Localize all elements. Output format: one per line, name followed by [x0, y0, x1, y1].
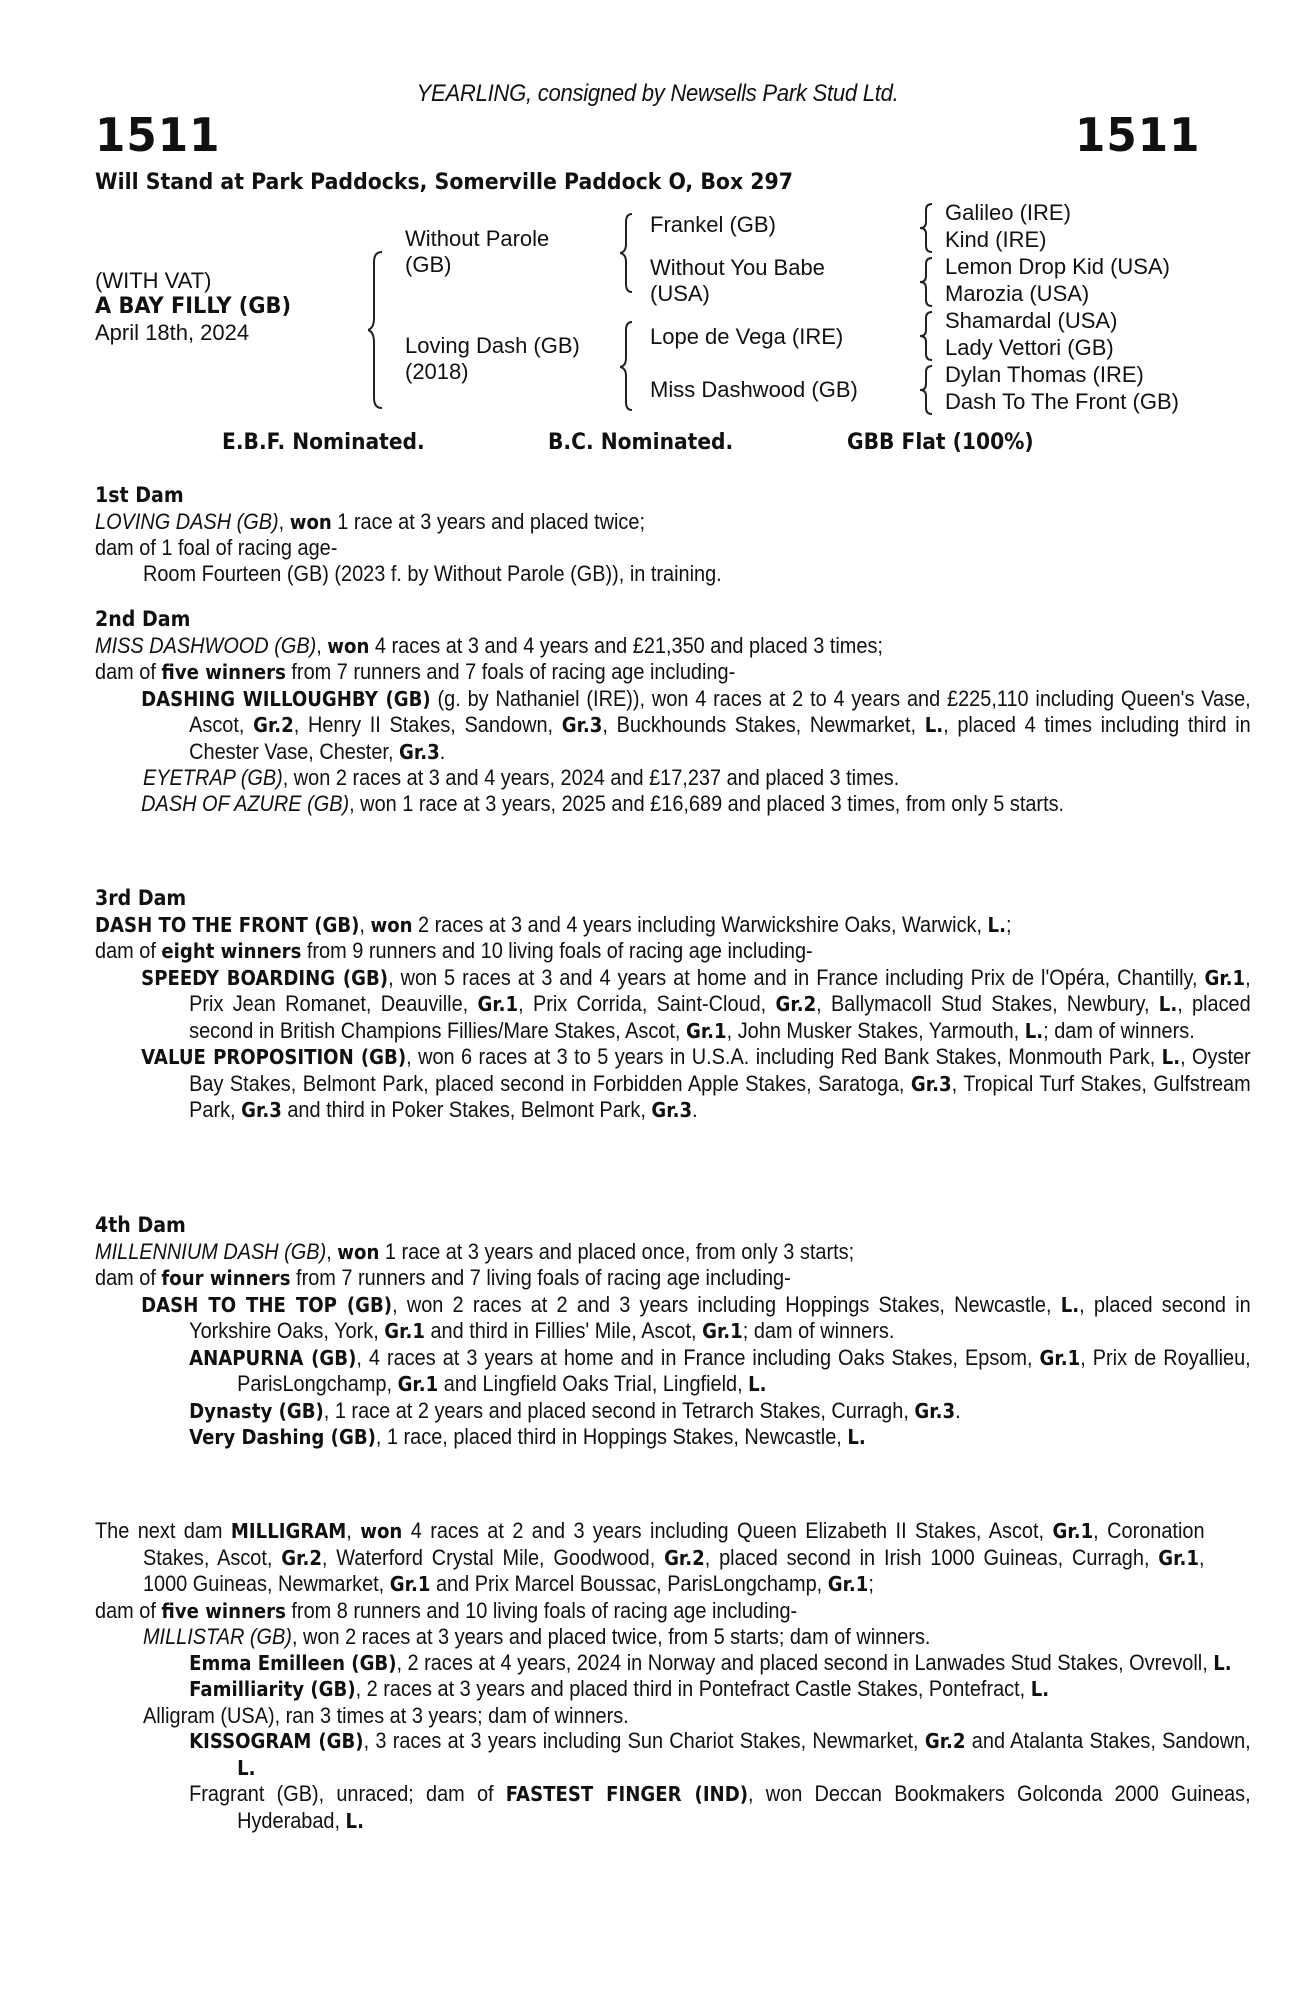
- vat-label: (WITH VAT): [95, 268, 212, 293]
- grade-label: L.: [847, 1425, 866, 1449]
- ggp-shamardal: Shamardal (USA): [945, 308, 1118, 333]
- pedigree-brace-ggp-4: [920, 364, 938, 416]
- grade-label: L.: [237, 1755, 256, 1780]
- grade-label: Gr.2: [664, 1545, 705, 1570]
- ggp-dylan-thomas: Dylan Thomas (IRE): [945, 362, 1144, 387]
- first-dam-name: LOVING DASH (GB): [95, 508, 279, 534]
- pedigree-brace-dam: [620, 320, 638, 412]
- progeny-eyetrap: [95, 765, 1095, 791]
- progeny-text: , Oyster Bay Stakes, Belmont Park, placed second in Forbidden Apple Stakes, Saratoga,: [189, 1044, 1251, 1096]
- grade-label: Gr.3: [561, 713, 603, 737]
- next-dam-name: MILLIGRAM: [230, 1519, 347, 1543]
- progeny-text: , placed second in Yorkshire Oaks, York,: [189, 1291, 1251, 1343]
- next-dam-section: [95, 1518, 1251, 1834]
- won-label: won: [360, 1519, 403, 1543]
- grade-label: L.: [1024, 1018, 1044, 1043]
- grade-label: Gr.1: [685, 1018, 727, 1043]
- grade-label: Gr.1: [1158, 1545, 1199, 1570]
- location-line: Will Stand at Park Paddocks, Somerville Paddock O, Box 297: [95, 170, 794, 195]
- pedigree-brace-main: [368, 250, 390, 410]
- fourth-dam-heading: 4th Dam: [95, 1213, 186, 1237]
- first-dam-foal: Room Fourteen (GB) (2023 f. by Without Parole (GB)), in training.: [142, 560, 722, 586]
- punctuation: ,: [346, 1518, 361, 1543]
- progeny-emma-emilleen: [95, 1650, 1251, 1677]
- winners-count: five winners: [161, 1598, 286, 1623]
- first-dam-record: 1 race at 3 years and placed twice;: [331, 508, 645, 534]
- produce-text: dam of: [95, 1265, 162, 1290]
- progeny-text: , Buckhounds Stakes, Newmarket,: [602, 712, 925, 737]
- progeny-name: SPEEDY BOARDING (GB): [141, 965, 389, 990]
- record-text: 4 races at 2 and 3 years including Queen Elizabeth II Stakes, Ascot,: [402, 1518, 1053, 1543]
- winners-count: four winners: [161, 1266, 291, 1290]
- progeny-text: .: [692, 1097, 698, 1122]
- progeny-name: VALUE PROPOSITION (GB): [141, 1045, 407, 1069]
- dam-dam: Miss Dashwood (GB): [650, 377, 858, 402]
- grade-label: L.: [1213, 1650, 1232, 1675]
- progeny-text: , Prix de Royallieu, ParisLongchamp,: [237, 1344, 1251, 1396]
- record-text: , 1000 Guineas, Newmarket,: [142, 1544, 1205, 1596]
- horse-name: A BAY FILLY (GB): [95, 294, 292, 319]
- sire-dam-line1: Without You Babe: [650, 255, 825, 280]
- progeny-text: , Henry II Stakes, Sandown,: [293, 712, 562, 737]
- progeny-text: , placed 4 times including third in Chester Vase, Chester,: [189, 712, 1251, 764]
- progeny-name: ANAPURNA (GB): [189, 1345, 357, 1370]
- intro-text: The next dam: [95, 1518, 231, 1543]
- progeny-text: , 1 race at 2 years and placed second in Tetrarch Stakes, Curragh,: [323, 1397, 915, 1423]
- third-dam-heading: 3rd Dam: [95, 886, 187, 910]
- lot-number-right: 1511: [1075, 108, 1201, 162]
- dam-sire: Lope de Vega (IRE): [650, 324, 844, 349]
- grade-label: Gr.2: [253, 713, 294, 737]
- grade-label: Gr.3: [910, 1071, 952, 1096]
- ggp-kind: Kind (IRE): [945, 227, 1047, 252]
- produce-text: from 8 runners and 10 living foals of racing age including-: [285, 1597, 798, 1623]
- pedigree-brace-ggp-3: [920, 310, 938, 362]
- grade-label: Gr.1: [389, 1572, 431, 1596]
- dam-name: [405, 333, 580, 385]
- ggp-lemon-drop-kid: Lemon Drop Kid (USA): [945, 254, 1170, 279]
- sire-line2: (GB): [405, 252, 452, 277]
- produce-text: dam of: [95, 659, 162, 684]
- progeny-dash-to-the-top: [95, 1292, 1251, 1345]
- grade-label: L.: [748, 1372, 767, 1396]
- progeny-very-dashing: [95, 1424, 1095, 1451]
- progeny-text: , Prix Jean Romanet, Deauville,: [189, 964, 1251, 1016]
- progeny-dynasty: [95, 1398, 1095, 1425]
- dam-line1: Loving Dash (GB): [405, 333, 580, 358]
- progeny-value-proposition: [95, 1044, 1251, 1124]
- record-text: , Coronation Stakes, Ascot,: [142, 1518, 1205, 1570]
- consignor-line: YEARLING, consigned by Newsells Park Stud Ltd.: [416, 80, 899, 107]
- progeny-name: EYETRAP (GB): [142, 765, 283, 790]
- progeny-text: , 2 races at 4 years, 2024 in Norway and placed second in Lanwades Stud Stakes, Ovrevoll,: [396, 1649, 1214, 1675]
- grade-label: L.: [1060, 1292, 1080, 1317]
- grade-label: L.: [924, 713, 944, 737]
- grade-label: Gr.1: [827, 1572, 869, 1596]
- progeny-text: .: [955, 1397, 961, 1423]
- fourth-dam-section: 4th Dam MILLENNIUM DASH (GB), won 1 race at 3 years and placed once, from only 3 starts; dam of four winners from 7 runners and 7 living foals of racing age including- DASH TO THE TOP (GB), won 2 races at 2 and 3 years including Hoppings Stakes, Newcastle, L., placed second in Yorkshire Oaks, York, Gr.1 and third in Fillies' Mile, Ascot, Gr.1; dam of winners. ANAPURNA (GB), 4 races at 3 years at home and in France including Oaks Stakes, Epsom, Gr.1, Prix de Royallieu, ParisLongchamp, Gr.1 and Lingfield Oaks Trial, Lingfield, L. Dynasty (GB), 1 race at 2 years and placed second in Tetrarch Stakes, Curragh, Gr.3. Very Dashing (GB), 1 race, placed third in Hoppings Stakes, Newcastle, L.: [95, 1213, 1251, 1449]
- ggp-dash-to-the-front: Dash To The Front (GB): [945, 389, 1179, 414]
- progeny-familliarity: [95, 1676, 1251, 1703]
- progeny-name: Emma Emilleen (GB): [189, 1650, 397, 1675]
- winners-count: five winners: [161, 660, 286, 684]
- first-dam-produce: dam of 1 foal of racing age-: [95, 535, 338, 560]
- punctuation: ;: [868, 1571, 874, 1596]
- ggp-marozia: Marozia (USA): [945, 281, 1090, 306]
- grade-label: L.: [1161, 1045, 1181, 1069]
- grade-label: Gr.3: [241, 1098, 282, 1122]
- progeny-text: , 2 races at 3 years and placed third in Pontefract Castle Stakes, Pontefract,: [355, 1676, 1031, 1701]
- grade-label: Gr.1: [477, 992, 519, 1016]
- progeny-text: , Prix Corrida, Saint-Cloud,: [518, 991, 776, 1016]
- grade-label: L.: [345, 1808, 364, 1833]
- fourth-dam-record: 1 race at 3 years and placed once, from only 3 starts;: [379, 1238, 855, 1264]
- won-label: won: [327, 633, 370, 658]
- ebf-nomination: E.B.F. Nominated.: [222, 430, 425, 455]
- grade-label: Gr.3: [914, 1398, 956, 1423]
- progeny-name: DASHING WILLOUGHBY (GB): [141, 686, 431, 711]
- progeny-name: MILLISTAR (GB): [142, 1624, 292, 1649]
- dam-line2: (2018): [405, 359, 469, 384]
- progeny-alligram: Alligram (USA), ran 3 times at 3 years; dam of winners.: [142, 1702, 629, 1728]
- grade-label: Gr.1: [397, 1372, 439, 1396]
- lot-number-left: 1511: [95, 108, 221, 162]
- progeny-text: ; dam of winners.: [1043, 1017, 1195, 1043]
- grade-label: Gr.2: [924, 1729, 966, 1753]
- progeny-dashing-willoughby: [95, 686, 1251, 766]
- winners-count: eight winners: [161, 939, 302, 963]
- second-dam-section: 2nd Dam MISS DASHWOOD (GB), won 4 races at 3 and 4 years and £21,350 and placed 3 times; dam of five winners from 7 runners and 7 foals of racing age including- DASHING WILLOUGHBY (GB) (g. by Nathaniel (IRE)), won 4 races at 2 to 4 years and £225,110 including Queen's Vase, Ascot, Gr.2, Henry II Stakes, Sandown, Gr.3, Buckhounds Stakes, Newmarket, L., placed 4 times including third in Chester Vase, Chester, Gr.3. EYETRAP (GB), won 2 races at 3 and 4 years, 2024 and £17,237 and placed 3 times. DASH OF AZURE (GB), won 1 race at 3 years, 2025 and £16,689 and placed 3 times, from only 5 starts.: [95, 607, 1251, 816]
- third-dam-name: DASH TO THE FRONT (GB): [95, 912, 360, 937]
- progeny-name: DASH TO THE TOP (GB): [141, 1292, 393, 1317]
- third-dam-section: 3rd Dam DASH TO THE FRONT (GB), won 2 races at 3 and 4 years including Warwickshire Oaks, Warwick, L.; dam of eight winners from 9 runners and 10 living foals of racing age including- SPEEDY BOARDING (GB), won 5 races at 3 and 4 years at home and in France including Prix de l'Opéra, Chantilly, Gr.1, Prix Jean Romanet, Deauville, Gr.1, Prix Corrida, Saint-Cloud, Gr.2, Ballymacoll Stud Stakes, Newbury, L., placed second in British Champions Fillies/Mare Stakes, Ascot, Gr.1, John Musker Stakes, Yarmouth, L.; dam of winners. VALUE PROPOSITION (GB), won 6 races at 3 to 5 years in U.S.A. including Red Bank Stakes, Monmouth Park, L., Oyster Bay Stakes, Belmont Park, placed second in Forbidden Apple Stakes, Saratoga, Gr.3, Tropical Turf Stakes, Gulfstream Park, Gr.3 and third in Poker Stakes, Belmont Park, Gr.3.: [95, 886, 1251, 1122]
- grade-label: Gr.1: [702, 1319, 743, 1343]
- first-dam-section: 1st Dam LOVING DASH (GB), won 1 race at 3 years and placed twice; dam of 1 foal of racing age- Room Fourteen (GB) (2023 f. by Without Parole (GB)), in training.: [95, 483, 1095, 586]
- pedigree-brace-sire: [620, 212, 638, 294]
- grade-label: Gr.2: [775, 992, 817, 1016]
- progeny-text: and third in Poker Stakes, Belmont Park,: [281, 1097, 652, 1122]
- gbb-flat: GBB Flat (100%): [847, 430, 1034, 455]
- produce-text: dam of: [95, 938, 162, 963]
- grade-label: Gr.1: [1052, 1519, 1094, 1543]
- progeny-text: , placed second in British Champions Fillies/Mare Stakes, Ascot,: [189, 991, 1251, 1043]
- pedigree-brace-ggp-2: [920, 256, 938, 308]
- second-dam-name: MISS DASHWOOD (GB): [95, 632, 317, 658]
- progeny-fragrant: [95, 1781, 1251, 1834]
- progeny-millistar: [95, 1624, 1095, 1650]
- foaling-date: April 18th, 2024: [95, 320, 250, 345]
- produce-text: from 7 runners and 7 living foals of racing age including-: [290, 1265, 791, 1290]
- record-text: and Prix Marcel Boussac, ParisLongchamp,: [430, 1571, 828, 1596]
- ggp-galileo: Galileo (IRE): [945, 200, 1071, 225]
- progeny-name: Familliarity (GB): [189, 1677, 356, 1701]
- second-dam-heading: 2nd Dam: [95, 607, 191, 631]
- grade-label: L.: [1158, 992, 1178, 1016]
- produce-text: from 7 runners and 7 foals of racing age including-: [285, 659, 736, 684]
- progeny-text: (g. by Nathaniel (IRE)), won 4 races at 2 to 4 years and £225,110 including Queen's Vase, Ascot,: [189, 685, 1251, 737]
- grade-label: Gr.1: [384, 1319, 425, 1343]
- progeny-text: , Tropical Turf Stakes, Gulfstream Park,: [189, 1070, 1251, 1122]
- progeny-text: Fragrant (GB), unraced; dam of: [189, 1781, 506, 1806]
- grade-label: Gr.1: [1204, 965, 1246, 990]
- won-label: won: [289, 509, 332, 534]
- progeny-dash-of-azure: [95, 791, 1251, 817]
- ggp-lady-vettori: Lady Vettori (GB): [945, 335, 1114, 360]
- grade-label: Gr.3: [651, 1098, 693, 1122]
- grade-label: Gr.3: [399, 739, 440, 764]
- pedigree-brace-ggp-1: [920, 202, 938, 254]
- progeny-kissogram: [95, 1728, 1251, 1781]
- progeny-name: FASTEST FINGER (IND): [505, 1782, 749, 1806]
- progeny-name: Dynasty (GB): [189, 1398, 324, 1423]
- produce-text: dam of: [95, 1597, 162, 1623]
- progeny-text: and third in Fillies' Mile, Ascot,: [424, 1318, 703, 1343]
- grade-label: Gr.1: [1039, 1345, 1081, 1370]
- progeny-name: KISSOGRAM (GB): [189, 1729, 364, 1753]
- progeny-text: and Atalanta Stakes, Sandown,: [965, 1728, 1251, 1753]
- grade-label: L.: [1030, 1677, 1050, 1701]
- progeny-text: , won 2 races at 3 years and placed twice, from 5 starts; dam of winners.: [291, 1624, 931, 1649]
- sire-sire: Frankel (GB): [650, 212, 776, 237]
- won-label: won: [370, 912, 413, 937]
- sire-dam-line2: (USA): [650, 281, 710, 306]
- progeny-speedy-boarding: [95, 965, 1251, 1045]
- grade-label: L.: [987, 912, 1006, 937]
- progeny-text: .: [439, 738, 446, 764]
- punctuation: ;: [1005, 911, 1012, 937]
- next-dam-record: [95, 1518, 1205, 1598]
- sire-name: [405, 226, 549, 278]
- progeny-text: and Lingfield Oaks Trial, Lingfield,: [438, 1371, 749, 1396]
- progeny-text: , 3 races at 3 years including Sun Chariot Stakes, Newmarket,: [363, 1728, 925, 1753]
- progeny-text: , Ballymacoll Stud Stakes, Newbury,: [816, 991, 1159, 1016]
- won-label: won: [337, 1239, 380, 1264]
- progeny-text: , 4 races at 3 years at home and in France including Oaks Stakes, Epsom,: [356, 1344, 1040, 1370]
- progeny-text: , won 1 race at 3 years, 2025 and £16,689 and placed 3 times, from only 5 starts.: [349, 790, 1065, 816]
- progeny-text: , won 2 races at 3 and 4 years, 2024 and £17,237 and placed 3 times.: [282, 765, 900, 790]
- first-dam-heading: 1st Dam: [95, 483, 184, 507]
- fourth-dam-name: MILLENNIUM DASH (GB): [95, 1238, 327, 1264]
- progeny-text: , won 6 races at 3 to 5 years in U.S.A. including Red Bank Stakes, Monmouth Park,: [406, 1044, 1162, 1069]
- produce-text: from 9 runners and 10 living foals of racing age including-: [301, 938, 813, 963]
- progeny-text: , won Deccan Bookmakers Golconda 2000 Guineas, Hyderabad,: [237, 1781, 1251, 1833]
- progeny-name: DASH OF AZURE (GB): [141, 790, 350, 816]
- record-text: , Waterford Crystal Mile, Goodwood,: [321, 1544, 665, 1570]
- sire-dam: [650, 255, 825, 307]
- second-dam-record: 4 races at 3 and 4 years and £21,350 and placed 3 times;: [369, 632, 883, 658]
- progeny-text: , John Musker Stakes, Yarmouth,: [726, 1017, 1025, 1043]
- progeny-name: Very Dashing (GB): [189, 1425, 376, 1449]
- bc-nomination: B.C. Nominated.: [548, 430, 734, 455]
- sire-line1: Without Parole: [405, 226, 550, 251]
- third-dam-record: 2 races at 3 and 4 years including Warwickshire Oaks, Warwick,: [412, 911, 988, 937]
- progeny-text: , won 5 races at 3 and 4 years at home and in France including Prix de l'Opéra, Chantilly,: [388, 964, 1205, 990]
- progeny-text: , won 2 races at 2 and 3 years including Hoppings Stakes, Newcastle,: [392, 1291, 1061, 1317]
- record-text: , placed second in Irish 1000 Guineas, Curragh,: [704, 1544, 1159, 1570]
- grade-label: Gr.2: [281, 1545, 322, 1570]
- progeny-text: ; dam of winners.: [742, 1318, 895, 1343]
- progeny-anapurna: [95, 1345, 1251, 1398]
- progeny-text: , 1 race, placed third in Hoppings Stakes, Newcastle,: [375, 1424, 848, 1449]
